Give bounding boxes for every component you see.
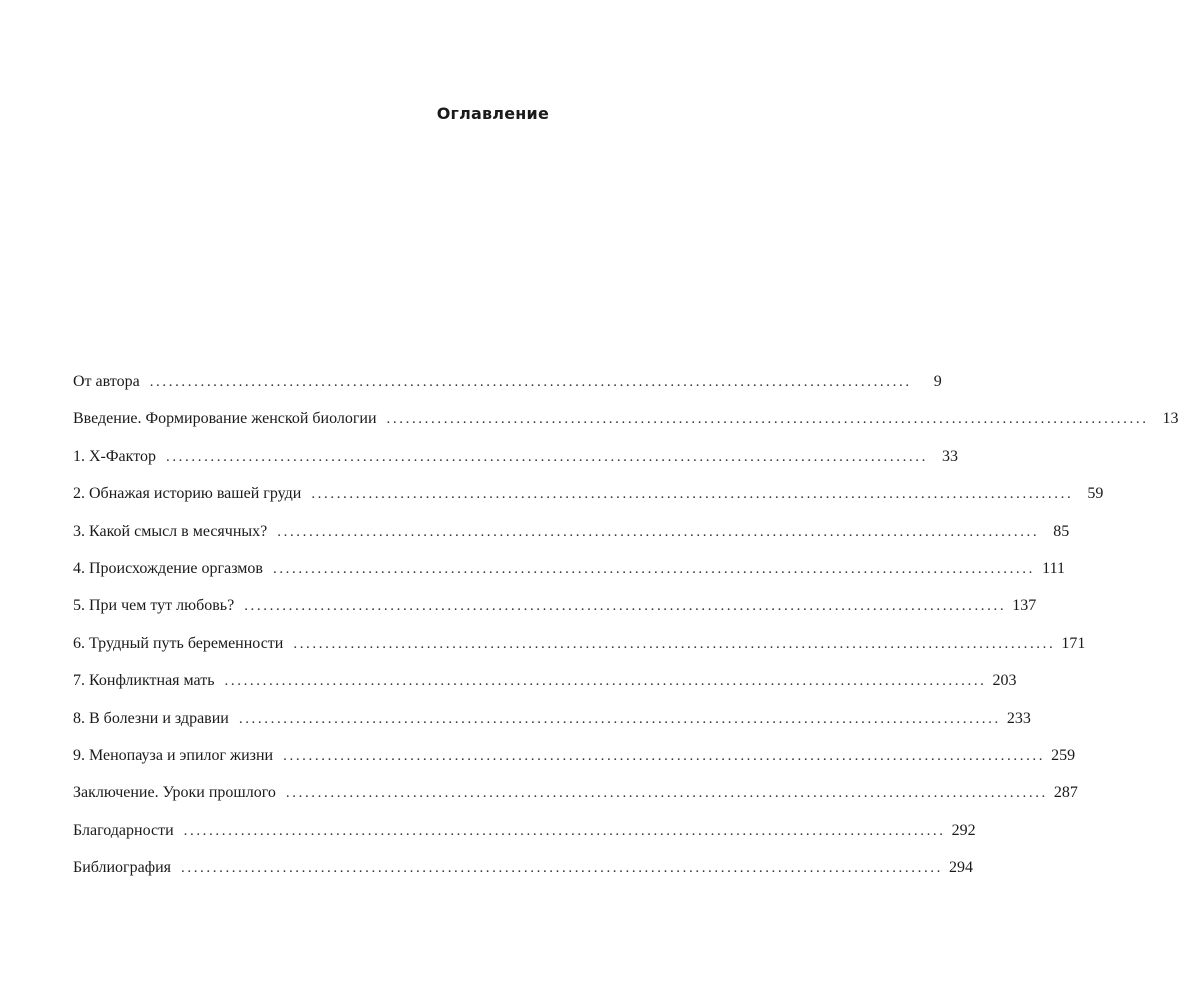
toc-leader-dots: ........................................................................................................................ bbox=[238, 710, 1001, 727]
toc-entry-label: От автора bbox=[73, 373, 140, 390]
toc-leader-dots: ........................................................................................................................ bbox=[183, 822, 946, 839]
toc-entry-page: 171 bbox=[1061, 634, 1086, 652]
toc-entry-label: 1. X-Фактор bbox=[73, 447, 156, 465]
toc-entry-page: 292 bbox=[951, 821, 976, 839]
toc-leader-dots: ........................................................................................................................ bbox=[149, 374, 912, 390]
toc-leader-dots: ........................................................................................................................ bbox=[272, 560, 1035, 577]
toc-entry-label: 6. Трудный путь беременности bbox=[73, 634, 284, 652]
toc-entry-label: Введение. Формирование женской биологии bbox=[73, 410, 377, 428]
toc-entry-label: Благодарности bbox=[73, 821, 174, 839]
toc-entry-label: 7. Конфликтная мать bbox=[73, 672, 215, 690]
toc-entry-label: 2. Обнажая историю вашей груди bbox=[73, 485, 302, 503]
toc-entry-label: 3. Какой смысл в месячных? bbox=[73, 522, 268, 540]
toc-entry-label: 8. В болезни и здравии bbox=[73, 709, 229, 727]
toc-entry-page: 13 bbox=[1162, 410, 1179, 428]
toc-entry bbox=[73, 779, 1078, 816]
toc-entry-page: 33 bbox=[941, 447, 958, 465]
toc-entry bbox=[73, 630, 1086, 667]
toc-entry-page: 259 bbox=[1051, 746, 1076, 764]
toc-leader-dots: ........................................................................................................................ bbox=[181, 860, 943, 877]
toc-leader-dots: ........................................................................................................................ bbox=[293, 635, 1056, 652]
toc-entry bbox=[73, 555, 1065, 592]
toc-leader-dots: ........................................................................................................................ bbox=[386, 411, 1149, 428]
toc-entry-page: 137 bbox=[1012, 597, 1037, 615]
toc-entry bbox=[73, 592, 1037, 629]
toc-entry-label: 5. При чем тут любовь? bbox=[73, 597, 235, 615]
toc-entry bbox=[73, 518, 1070, 555]
toc-entry-page: 85 bbox=[1053, 522, 1070, 540]
table-of-contents bbox=[73, 368, 1179, 891]
toc-entry bbox=[73, 480, 1104, 517]
toc-entry bbox=[73, 854, 973, 891]
toc-entry-page: 203 bbox=[992, 672, 1017, 690]
toc-leader-dots: ........................................................................................................................ bbox=[311, 486, 1074, 503]
toc-entry bbox=[73, 742, 1076, 779]
toc-entry-label: 4. Происхождение оргазмов bbox=[73, 559, 263, 577]
toc-entry bbox=[73, 817, 976, 854]
toc-entry-label: Библиография bbox=[73, 859, 171, 877]
toc-entry-page: 9 bbox=[933, 373, 942, 390]
toc-entry-page: 59 bbox=[1087, 485, 1104, 503]
toc-leader-dots: ........................................................................................................................ bbox=[224, 673, 987, 690]
toc-entry-page: 287 bbox=[1053, 784, 1078, 802]
toc-leader-dots: ........................................................................................................................ bbox=[277, 523, 1040, 540]
toc-entry-page: 111 bbox=[1042, 559, 1065, 577]
toc-leader-dots: ........................................................................................................................ bbox=[165, 448, 928, 465]
toc-entry bbox=[73, 443, 958, 480]
toc-entry bbox=[73, 368, 942, 405]
page-title: Оглавление bbox=[436, 104, 549, 123]
toc-leader-dots: ........................................................................................................................ bbox=[244, 598, 1007, 615]
toc-entry bbox=[73, 667, 1017, 704]
toc-leader-dots: ........................................................................................................................ bbox=[285, 785, 1048, 802]
toc-entry bbox=[73, 405, 1179, 442]
toc-entry bbox=[73, 705, 1031, 742]
toc-entry-label: 9. Менопауза и эпилог жизни bbox=[73, 746, 274, 764]
toc-entry-label: Заключение. Уроки прошлого bbox=[73, 784, 276, 802]
toc-leader-dots: ........................................................................................................................ bbox=[283, 747, 1046, 764]
toc-entry-page: 294 bbox=[949, 859, 973, 877]
toc-entry-page: 233 bbox=[1006, 709, 1031, 727]
